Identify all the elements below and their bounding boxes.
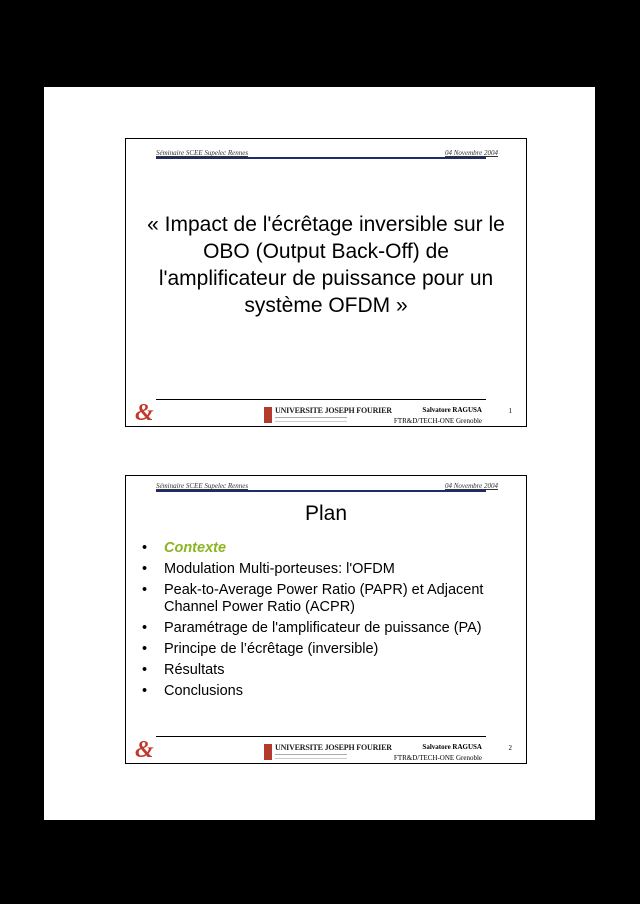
header-rule bbox=[156, 157, 486, 159]
page-number: 2 bbox=[508, 744, 512, 752]
ft-logo-icon: & bbox=[135, 400, 154, 426]
slide-title: Plan bbox=[304, 502, 348, 525]
header-date: 04 Novembre 2004 bbox=[444, 482, 498, 490]
ft-logo-icon: & bbox=[135, 737, 154, 763]
ujf-name: UNIVERSITE JOSEPH FOURIER bbox=[275, 743, 392, 752]
slide-title: « Impact de l'écrêtage inversible sur le OBO (Output Back-Off) de l'amplificateur de puissance pour un système OFDM » bbox=[147, 213, 505, 317]
header-seminar: Séminaire SCEE Supelec Rennes bbox=[156, 149, 249, 157]
author-affiliation: FTR&D/TECH-ONE Grenoble bbox=[393, 754, 482, 762]
bullet-icon: • bbox=[142, 582, 148, 598]
ujf-flag-icon bbox=[264, 407, 272, 423]
bullet-item-ofdm: • Modulation Multi-porteuses: l'OFDM bbox=[142, 561, 395, 577]
page-number: 1 bbox=[508, 407, 512, 415]
author-affiliation: FTR&D/TECH-ONE Grenoble bbox=[393, 417, 482, 425]
footer-rule bbox=[156, 736, 486, 737]
bullet-list bbox=[140, 540, 506, 704]
bullet-icon: • bbox=[142, 540, 148, 556]
bullet-icon: • bbox=[142, 641, 148, 657]
bullet-icon: • bbox=[142, 561, 148, 577]
header-date: 04 Novembre 2004 bbox=[444, 149, 498, 157]
ujf-name: UNIVERSITE JOSEPH FOURIER bbox=[275, 406, 392, 415]
header-rule bbox=[156, 490, 486, 492]
author-name: Salvatore RAGUSA bbox=[422, 406, 482, 414]
bullet-item-conclusions: • Conclusions bbox=[142, 683, 243, 699]
bullet-item-parametrage: • Paramétrage de l'amplificateur de puissance (PA) bbox=[142, 620, 482, 636]
bullet-item-resultats: • Résultats bbox=[142, 662, 225, 678]
author-name: Salvatore RAGUSA bbox=[422, 743, 482, 751]
handout-page bbox=[44, 87, 595, 820]
bullet-icon: • bbox=[142, 662, 148, 678]
slide-1 bbox=[125, 138, 527, 427]
bullet-item-principe: • Principe de l’écrêtage (inversible) bbox=[142, 641, 379, 657]
slide-2 bbox=[125, 475, 527, 764]
bullet-icon: • bbox=[142, 620, 148, 636]
ujf-flag-icon bbox=[264, 744, 272, 760]
footer-rule bbox=[156, 399, 486, 400]
header-seminar: Séminaire SCEE Supelec Rennes bbox=[156, 482, 249, 490]
bullet-icon: • bbox=[142, 683, 148, 699]
bullet-item-papr-acpr: • Peak-to-Average Power Ratio (PAPR) et Adjacent Channel Power Ratio (ACPR) bbox=[142, 582, 484, 615]
bullet-item-contexte: • Contexte bbox=[142, 540, 227, 556]
